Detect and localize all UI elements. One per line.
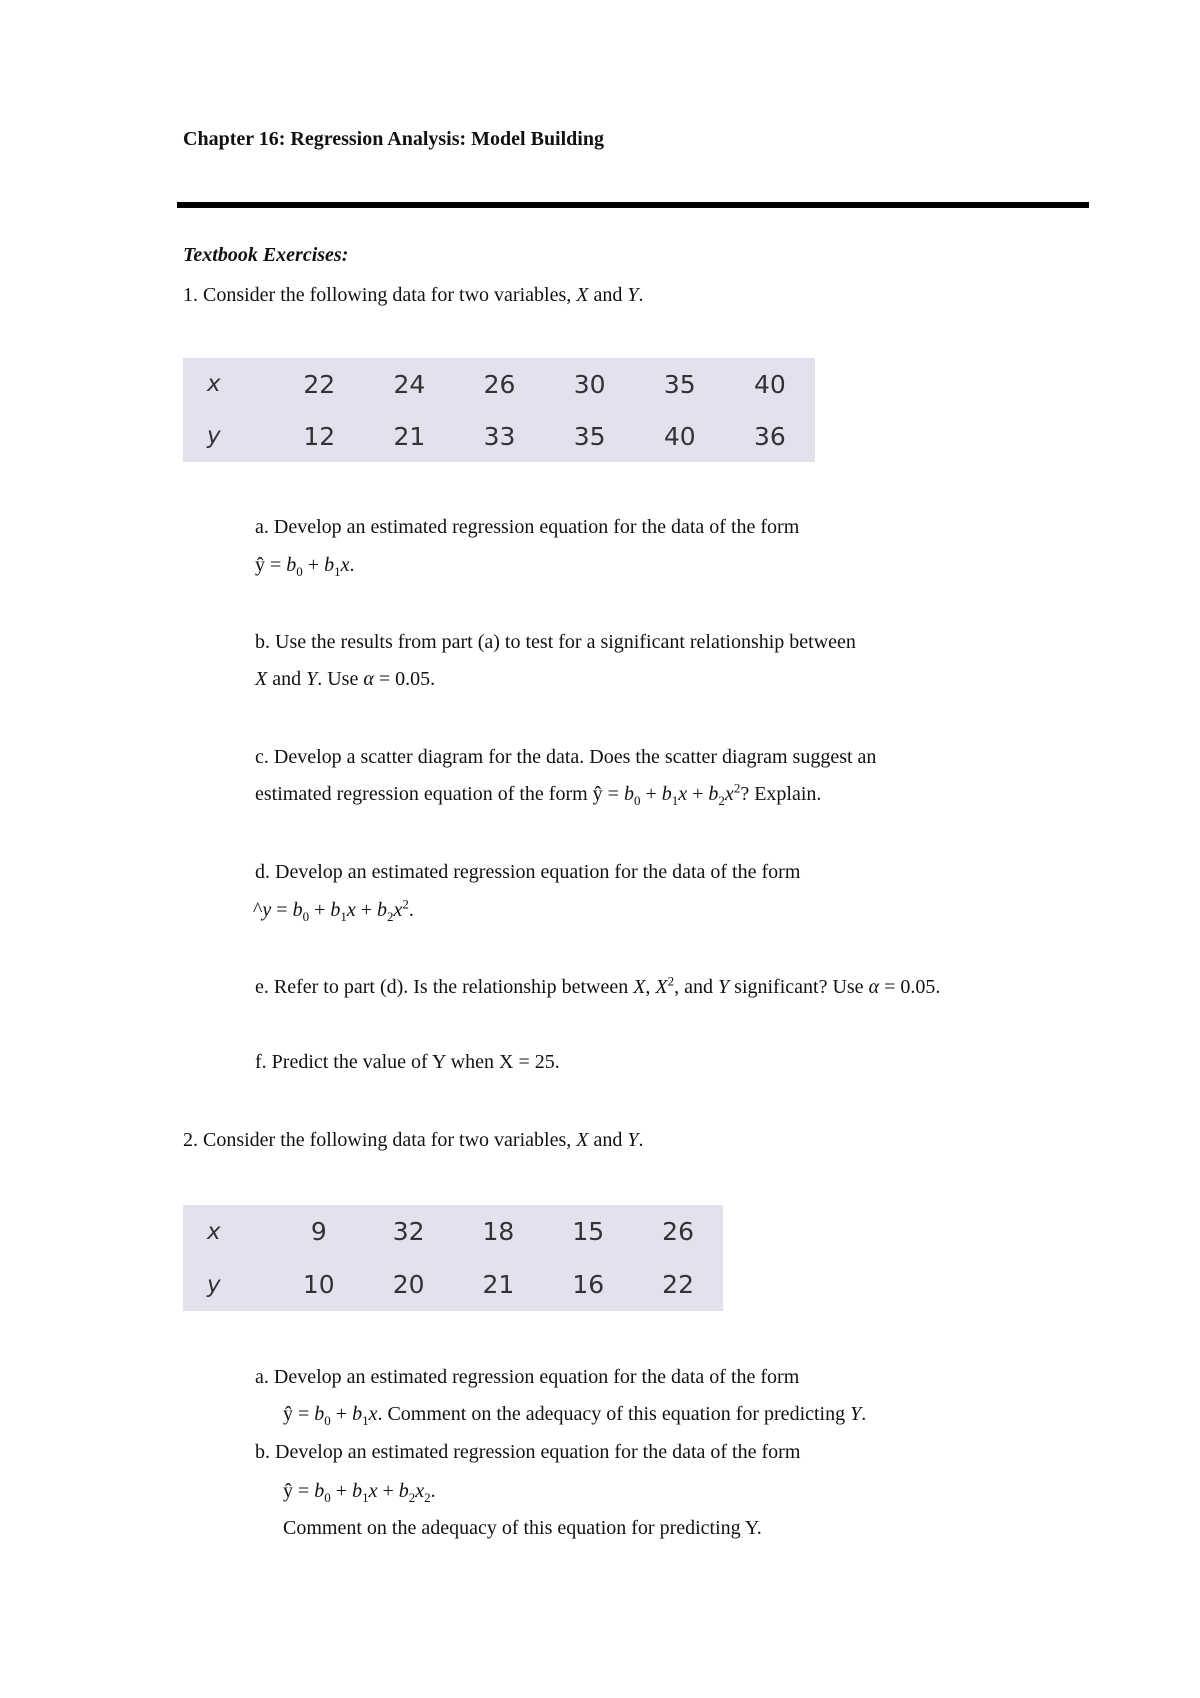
table-cell: 33 — [483, 421, 516, 451]
row-label-x: x — [207, 1218, 221, 1245]
chapter-title: Chapter 16: Regression Analysis: Model Building — [183, 128, 604, 150]
part-b-comment-text: Comment on the adequacy of this equation for predicting Y. — [283, 1517, 762, 1539]
exercise-2-data-table — [183, 1205, 723, 1311]
exercise-1-part-c — [255, 745, 876, 769]
exercise-2-intro-text: Consider the following data for two variables, — [203, 1129, 572, 1151]
row-label-y: y — [207, 423, 221, 449]
table-cell: 24 — [393, 369, 426, 399]
title-divider — [177, 202, 1089, 208]
table-row-x — [183, 1205, 723, 1258]
row-label-x: x — [207, 371, 221, 397]
table-row-y — [183, 1258, 723, 1311]
exercise-2-part-b-comment — [283, 1516, 762, 1540]
table-cell: 36 — [754, 421, 786, 451]
exercise-1-part-b-line2: X and Y. Use α = 0.05. — [255, 668, 436, 690]
table-cell: 26 — [662, 1217, 694, 1246]
section-heading: Textbook Exercises: — [183, 244, 349, 266]
part-a-text: a. Develop an estimated regression equation for the data of the form — [255, 1366, 800, 1388]
table-cell: 40 — [663, 421, 696, 451]
table-cell: 15 — [572, 1217, 605, 1246]
part-c-text: c. Develop a scatter diagram for the data. Does the scatter diagram suggest an — [255, 746, 877, 768]
exercise-1-part-b — [255, 630, 856, 654]
table-cell: 9 — [310, 1217, 327, 1246]
table-cell: 32 — [392, 1217, 425, 1246]
table-row-x — [183, 358, 815, 410]
part-a-text: a. Develop an estimated regression equation for the data of the form — [255, 516, 800, 538]
exercise-1-part-e: e. Refer to part (d). Is the relationship between X, $X^2$, and Y significant? Use α = 0.05. — [255, 973, 941, 998]
exercise-1-part-a-equation: ŷ = $b_0 + b_1x$. — [255, 554, 355, 579]
table-cell: 40 — [754, 369, 786, 399]
table-cell: 10 — [302, 1270, 335, 1299]
table-cell: 35 — [573, 421, 606, 451]
exercise-2-intro: 2. Consider the following data for two variables, X and Y. — [183, 1129, 644, 1151]
exercise-2-part-a-equation: ŷ = $b_0 + b_1x$. Comment on the adequacy of this equation for predicting Y. — [283, 1403, 867, 1428]
exercise-2-number: 2. — [183, 1129, 198, 1151]
exercise-2-part-b-equation: ŷ = $b_0 + b_1x + b_2x_2$. — [283, 1480, 436, 1505]
exercise-1-part-f — [255, 1050, 560, 1074]
table-cell: 12 — [303, 421, 336, 451]
part-d-text: d. Develop an estimated regression equation for the data of the form — [255, 861, 801, 883]
table-row-y — [183, 410, 815, 462]
part-f-text: f. Predict the value of Y when X = 25. — [255, 1051, 560, 1073]
table-cell: 22 — [303, 369, 336, 399]
exercise-1-part-c-line2: estimated regression equation of the form ŷ = $b_0 + b_1x + b_2x^2$? Explain. — [255, 780, 822, 808]
exercise-2-part-b — [255, 1440, 800, 1464]
table-cell: 16 — [572, 1270, 605, 1299]
part-b-text: b. Develop an estimated regression equation for the data of the form — [255, 1441, 801, 1463]
row-label-y: y — [207, 1271, 221, 1298]
exercise-2-part-a — [255, 1365, 799, 1389]
table-cell: 22 — [662, 1270, 694, 1299]
table-cell: 21 — [482, 1270, 515, 1299]
exercise-1-part-a — [255, 515, 799, 539]
exercise-1-part-d — [255, 860, 800, 884]
table-cell: 35 — [663, 369, 696, 399]
exercise-1-data-table — [183, 358, 815, 462]
exercise-1-intro: 1. Consider the following data for two variables, X and Y. — [183, 284, 644, 306]
table-cell: 21 — [393, 421, 426, 451]
exercise-1-number: 1. — [183, 284, 198, 306]
table-cell: 18 — [482, 1217, 515, 1246]
part-b-text: b. Use the results from part (a) to test for a significant relationship between — [255, 631, 856, 653]
exercise-1-intro-text: Consider the following data for two variables, — [203, 284, 572, 306]
table-cell: 30 — [573, 369, 606, 399]
table-cell: 26 — [483, 369, 516, 399]
table-cell: 20 — [392, 1270, 425, 1299]
exercise-1-part-d-equation: ^y = $b_0 + b_1x + b_2x^2$. — [253, 896, 414, 924]
